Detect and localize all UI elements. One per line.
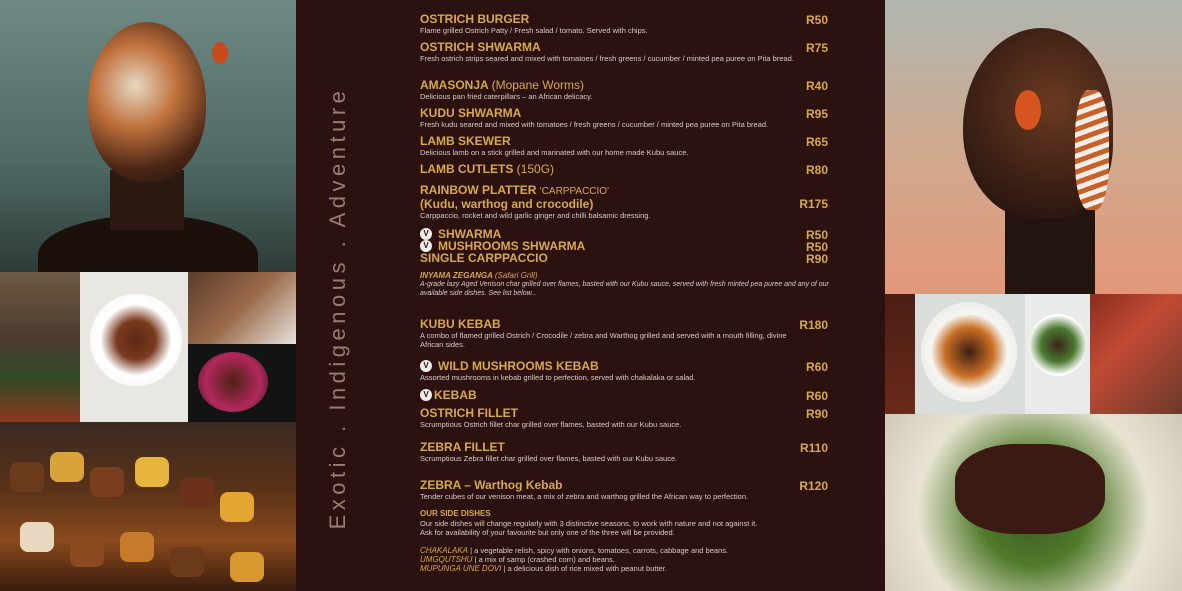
- food-photo-collage-left: [0, 272, 296, 422]
- item-name: SINGLE CARPPACCIO: [420, 251, 548, 265]
- grilled-meat-photo: [188, 272, 296, 344]
- side-dish-text: | a delicious dish of rice mixed with peanut butter.: [503, 564, 667, 573]
- item-name: RAINBOW PLATTER: [420, 183, 537, 197]
- item-name: AMASONJA: [420, 78, 489, 92]
- menu-item: [420, 41, 802, 63]
- item-name: OSTRICH FILLET: [420, 406, 518, 420]
- side-dishes-section: [420, 509, 840, 573]
- vegetarian-icon: V: [420, 360, 432, 372]
- item-description: Tender cubes of our venison meat, a mix of zebra and warthog grilled the African way to perfection.: [420, 492, 749, 501]
- flower-icon: [1015, 90, 1041, 130]
- plated-meat-photo: [1025, 294, 1090, 414]
- side-dish: [420, 555, 840, 564]
- item-description: Delicious pan fried caterpillars – an African delicacy.: [420, 92, 593, 101]
- menu-item: [420, 318, 802, 349]
- beetroot-dish-photo: [188, 344, 296, 422]
- item-name: OSTRICH SHWARMA: [420, 40, 541, 54]
- side-dish-name: UMGQUTSHU: [420, 555, 473, 564]
- item-description: Flame grilled Ostrich Patty / Fresh salad / tomato. Served with chips.: [420, 26, 648, 35]
- item-name: ZEBRA – Warthog Kebab: [420, 478, 563, 492]
- item-name-suffix: (Safari Grill): [494, 271, 538, 280]
- item-price: R175: [799, 197, 828, 211]
- menu-item: [420, 441, 802, 463]
- item-name: LAMB SKEWER: [420, 134, 511, 148]
- side-dishes-intro: Ask for availability of your favourite but only one of the three will be provided.: [420, 528, 675, 537]
- menu-item: [420, 184, 802, 220]
- side-dishes-title: OUR SIDE DISHES: [420, 509, 491, 518]
- item-price: R60: [805, 360, 828, 374]
- item-price: R75: [805, 41, 828, 55]
- item-price: R40: [805, 79, 828, 93]
- item-price: R90: [805, 252, 828, 266]
- menu-item: [420, 107, 802, 129]
- item-name: SHWARMA: [438, 227, 502, 241]
- safari-grill-item: [420, 271, 830, 298]
- item-price: R50: [805, 240, 828, 254]
- item-price: R95: [805, 107, 828, 121]
- vegetarian-icon: V: [420, 228, 432, 240]
- menu-spine: [296, 0, 392, 591]
- item-price: R80: [805, 163, 828, 177]
- side-dish-text: | a vegetable relish, spicy with onions, tomatoes, carrots, cabbage and beans.: [470, 546, 729, 555]
- spine-tagline: Exotic . Indigenous . Adventure: [325, 86, 350, 530]
- face-paint-stripes: [1075, 90, 1109, 210]
- vegetarian-icon: V: [420, 240, 432, 252]
- vegetarian-icon: V: [420, 389, 432, 401]
- menu-item: [420, 79, 802, 101]
- item-name-suffix: (150G): [516, 162, 555, 176]
- item-price: R180: [799, 318, 828, 332]
- profile-portrait-photo: [885, 0, 1182, 294]
- item-description: A combo of flamed grilled Ostrich / Crocodile / zebra and Warthog grilled and served with a mouth filling, divine African sides.: [420, 331, 787, 349]
- menu-item: [420, 360, 802, 382]
- food-photo-collage-right: [885, 294, 1182, 414]
- painted-face-portrait-photo: [0, 0, 296, 272]
- portrait-head: [88, 22, 206, 182]
- item-name: LAMB CUTLETS: [420, 162, 514, 176]
- item-name-line2: (Kudu, warthog and crocodile): [420, 197, 594, 211]
- item-description: Carppaccio, rocket and wild garlic ginger and chilli balsamic dressing.: [420, 211, 651, 220]
- item-price: R50: [805, 13, 828, 27]
- plated-skewer-photo: [915, 294, 1025, 414]
- side-dish-name: MUPUNGA UNE DOVI: [420, 564, 502, 573]
- item-name: ZEBRA FILLET: [420, 440, 505, 454]
- item-name-suffix: 'CARPPACCIO': [539, 186, 609, 197]
- item-name-suffix: (Mopane Worms): [491, 78, 585, 92]
- salad-photo: [0, 272, 80, 422]
- kebab-skewers-photo: [0, 422, 296, 591]
- item-price: R65: [805, 135, 828, 149]
- item-price: R50: [805, 228, 828, 242]
- menu-item: [420, 407, 802, 429]
- meat-salad-photo: [885, 414, 1182, 591]
- item-price: R110: [799, 441, 828, 455]
- item-description: A-grade lazy Aged Venison char grilled over flames, basted with our Kubu sauce, served with fresh minted pea puree and any of our available side dishes. See list below...: [420, 281, 829, 297]
- sliced-steak-photo: [1090, 294, 1182, 414]
- menu-item: [420, 252, 802, 265]
- item-description: Delicious lamb on a stick grilled and marinated with our home made Kubu sauce.: [420, 148, 689, 157]
- menu-item: [420, 479, 802, 501]
- item-price: R120: [799, 479, 828, 493]
- item-price: R60: [805, 389, 828, 403]
- item-name: MUSHROOMS SHWARMA: [438, 239, 586, 253]
- item-description: Fresh ostrich strips seared and mixed with tomatoes / fresh greens / cucumber / minted pea puree on Pita bread.: [420, 54, 794, 63]
- side-dishes-intro: Our side dishes will change regularly with 3 distinctive seasons, to work with nature and not against it.: [420, 519, 758, 528]
- menu-item: [420, 389, 802, 402]
- meat-slices: [955, 444, 1105, 534]
- item-name: KUDU SHWARMA: [420, 106, 522, 120]
- side-dish: [420, 564, 840, 573]
- menu-item: [420, 135, 802, 157]
- side-dish: [420, 546, 840, 555]
- item-description: Assorted mushrooms in kebab grilled to perfection, served with chakalaka or salad.: [420, 373, 696, 382]
- dish-photo: [885, 294, 915, 414]
- item-description: Fresh kudu seared and mixed with tomatoes / fresh greens / cucumber / minted pea puree on Pita bread.: [420, 120, 769, 129]
- item-name: WILD MUSHROOMS KEBAB: [438, 359, 599, 373]
- item-description: Scrumptious Zebra fillet char grilled over flames, basted with our Kubu sauce.: [420, 454, 678, 463]
- item-name: INYAMA ZEGANGA: [420, 271, 493, 280]
- item-name: KEBAB: [434, 388, 477, 402]
- item-name: KUBU KEBAB: [420, 317, 501, 331]
- flower-icon: [212, 42, 228, 64]
- item-description: Scrumptious Ostrich fillet char grilled over flames, basted with our Kubu sauce.: [420, 420, 682, 429]
- plated-dish-photo: [80, 272, 188, 422]
- side-dish-text: | a mix of samp (crashed corn) and beans.: [474, 555, 615, 564]
- side-dish-name: CHAKALAKA: [420, 546, 469, 555]
- item-name: OSTRICH BURGER: [420, 12, 530, 26]
- menu-panel: [392, 0, 885, 591]
- menu-item: [420, 163, 802, 176]
- item-price: R90: [805, 407, 828, 421]
- menu-item: [420, 13, 802, 35]
